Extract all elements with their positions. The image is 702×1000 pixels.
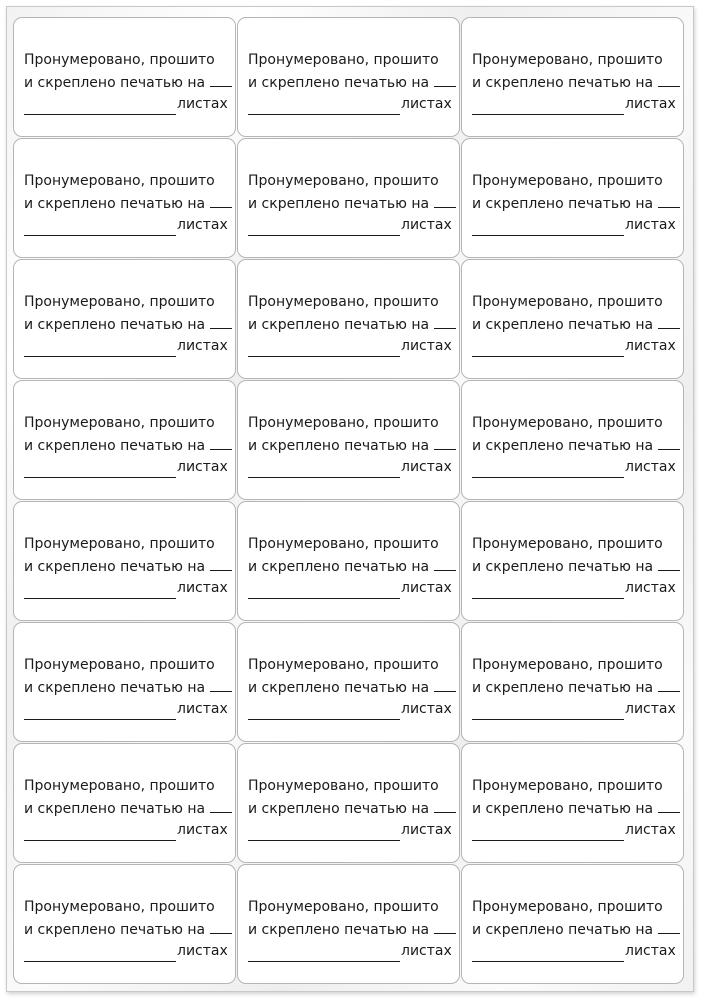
sticker-label: [461, 259, 684, 379]
page-count-blank: [434, 71, 456, 87]
label-text-line-2-text: и скреплено печатью на: [24, 196, 206, 212]
sticker-label: [461, 17, 684, 137]
page-count-blank: [210, 555, 232, 571]
label-text-line-3-text: листах: [401, 943, 452, 959]
page-count-blank: [434, 797, 456, 813]
label-text-line-3-text: листах: [625, 580, 676, 596]
page-count-blank: [434, 555, 456, 571]
label-text-line-1: Пронумеровано, прошито: [248, 536, 439, 552]
label-text-line-1: Пронумеровано, прошито: [248, 294, 439, 310]
label-text-line-2-text: и скреплено печатью на: [248, 196, 430, 212]
label-text-line-2: [248, 192, 459, 215]
label-text-line-3: [24, 94, 235, 115]
sticker-label: [461, 138, 684, 258]
label-text-line-3: [248, 94, 459, 115]
label-text-line-2-text: и скреплено печатью на: [472, 317, 654, 333]
label-text-line-3: [248, 578, 459, 599]
page-count-blank: [434, 313, 456, 329]
page-count-blank: [434, 192, 456, 208]
label-text-line-2: [248, 555, 459, 578]
label-text-line-3-text: листах: [401, 580, 452, 596]
label-text-line-3: [24, 578, 235, 599]
page-count-blank: [210, 192, 232, 208]
label-text-line-2: [472, 192, 683, 215]
label-text-line-2-text: и скреплено печатью на: [248, 438, 430, 454]
label-text-line-3-text: листах: [177, 943, 228, 959]
label-text-line-2-text: и скреплено печатью на: [248, 801, 430, 817]
label-text-line-2: [472, 555, 683, 578]
label-text-line-3-text: листах: [625, 822, 676, 838]
label-text-line-3: [472, 699, 683, 720]
sticker-label: [237, 743, 460, 863]
label-text-line-2-text: и скреплено печатью на: [24, 317, 206, 333]
sticker-label: [13, 743, 236, 863]
sheet-count-blank: [248, 339, 400, 357]
label-text-line-1: Пронумеровано, прошито: [24, 778, 215, 794]
label-text-line-3-text: листах: [177, 96, 228, 112]
label-text-line-1: Пронумеровано, прошито: [248, 415, 439, 431]
sticker-label: [237, 380, 460, 500]
label-text-line-1: Пронумеровано, прошито: [24, 294, 215, 310]
label-text-line-3: [24, 941, 235, 962]
sticker-label: [461, 622, 684, 742]
label-text-line-2-text: и скреплено печатью на: [24, 75, 206, 91]
label-text-line-1: Пронумеровано, прошито: [472, 778, 663, 794]
label-text-line-3-text: листах: [625, 459, 676, 475]
label-grid: [13, 17, 684, 984]
label-text-line-1: Пронумеровано, прошито: [472, 415, 663, 431]
sheet-count-blank: [24, 581, 176, 599]
sticker-label: [13, 380, 236, 500]
label-text-line-2: [24, 434, 235, 457]
label-text-line-3-text: листах: [177, 338, 228, 354]
page-count-blank: [210, 71, 232, 87]
page-count-blank: [658, 71, 680, 87]
label-text-line-2-text: и скреплено печатью на: [248, 680, 430, 696]
label-sheet: [6, 6, 694, 992]
sticker-label: [237, 138, 460, 258]
sheet-count-blank: [248, 702, 400, 720]
label-text-line-3: [472, 941, 683, 962]
label-text-line-2-text: и скреплено печатью на: [472, 559, 654, 575]
label-text-line-2-text: и скреплено печатью на: [248, 922, 430, 938]
label-text-line-1: Пронумеровано, прошито: [472, 657, 663, 673]
label-text-line-2-text: и скреплено печатью на: [472, 75, 654, 91]
page-count-blank: [210, 313, 232, 329]
sheet-count-blank: [248, 944, 400, 962]
label-text-line-2-text: и скреплено печатью на: [24, 680, 206, 696]
label-text-line-2-text: и скреплено печатью на: [472, 801, 654, 817]
label-text-line-2: [24, 676, 235, 699]
label-text-line-2: [248, 918, 459, 941]
label-text-line-2: [472, 313, 683, 336]
sticker-label: [461, 864, 684, 984]
page-count-blank: [434, 918, 456, 934]
sheet-count-blank: [472, 460, 624, 478]
sticker-label: [461, 501, 684, 621]
page-count-blank: [210, 918, 232, 934]
label-text-line-3: [248, 941, 459, 962]
sticker-label: [237, 259, 460, 379]
label-text-line-2: [472, 71, 683, 94]
label-text-line-2: [472, 797, 683, 820]
label-text-line-3-text: листах: [177, 580, 228, 596]
sheet-count-blank: [472, 581, 624, 599]
label-text-line-3-text: листах: [401, 701, 452, 717]
page-count-blank: [210, 434, 232, 450]
page-count-blank: [658, 192, 680, 208]
sticker-label: [237, 622, 460, 742]
sheet-count-blank: [472, 702, 624, 720]
page-count-blank: [658, 797, 680, 813]
label-text-line-3: [248, 215, 459, 236]
label-text-line-1: Пронумеровано, прошито: [472, 536, 663, 552]
label-text-line-2-text: и скреплено печатью на: [248, 75, 430, 91]
sheet-count-blank: [24, 218, 176, 236]
sheet-count-blank: [24, 460, 176, 478]
sheet-count-blank: [472, 339, 624, 357]
page-count-blank: [434, 676, 456, 692]
label-text-line-3: [472, 457, 683, 478]
label-text-line-1: Пронумеровано, прошито: [472, 899, 663, 915]
page-count-blank: [658, 313, 680, 329]
sheet-count-blank: [248, 581, 400, 599]
label-text-line-1: Пронумеровано, прошито: [248, 173, 439, 189]
label-text-line-3-text: листах: [401, 459, 452, 475]
label-text-line-3: [24, 457, 235, 478]
label-text-line-2: [24, 555, 235, 578]
label-text-line-2: [248, 434, 459, 457]
label-text-line-1: Пронумеровано, прошито: [24, 899, 215, 915]
label-text-line-3: [472, 820, 683, 841]
sticker-label: [13, 259, 236, 379]
label-text-line-2: [472, 918, 683, 941]
sticker-label: [13, 622, 236, 742]
sheet-count-blank: [248, 823, 400, 841]
label-text-line-3: [248, 699, 459, 720]
label-text-line-2: [472, 434, 683, 457]
label-text-line-3-text: листах: [625, 701, 676, 717]
label-text-line-2-text: и скреплено печатью на: [472, 438, 654, 454]
sheet-count-blank: [24, 823, 176, 841]
label-text-line-1: Пронумеровано, прошито: [472, 294, 663, 310]
label-text-line-2-text: и скреплено печатью на: [24, 559, 206, 575]
sticker-label: [461, 380, 684, 500]
label-text-line-3-text: листах: [401, 96, 452, 112]
label-text-line-1: Пронумеровано, прошито: [472, 52, 663, 68]
page-count-blank: [434, 434, 456, 450]
sticker-label: [237, 501, 460, 621]
label-text-line-2: [472, 676, 683, 699]
sheet-count-blank: [248, 460, 400, 478]
sheet-count-blank: [248, 97, 400, 115]
label-text-line-2-text: и скреплено печатью на: [24, 801, 206, 817]
label-text-line-3: [472, 578, 683, 599]
page-count-blank: [658, 918, 680, 934]
sheet-count-blank: [24, 339, 176, 357]
label-text-line-3: [472, 94, 683, 115]
sheet-count-blank: [472, 218, 624, 236]
sheet-count-blank: [472, 97, 624, 115]
label-text-line-3: [24, 820, 235, 841]
label-text-line-3-text: листах: [401, 822, 452, 838]
label-text-line-1: Пронумеровано, прошито: [24, 657, 215, 673]
label-text-line-2-text: и скреплено печатью на: [24, 438, 206, 454]
label-text-line-3-text: листах: [177, 701, 228, 717]
label-text-line-2: [248, 797, 459, 820]
sheet-count-blank: [24, 97, 176, 115]
sheet-count-blank: [248, 218, 400, 236]
sticker-label: [13, 501, 236, 621]
label-text-line-1: Пронумеровано, прошито: [248, 657, 439, 673]
label-text-line-3-text: листах: [177, 217, 228, 233]
sheet-count-blank: [472, 944, 624, 962]
label-text-line-2: [24, 797, 235, 820]
label-text-line-3: [248, 457, 459, 478]
page-count-blank: [658, 676, 680, 692]
label-text-line-2: [24, 71, 235, 94]
page-count-blank: [658, 434, 680, 450]
label-text-line-1: Пронумеровано, прошито: [24, 173, 215, 189]
label-text-line-2: [24, 192, 235, 215]
label-text-line-2-text: и скреплено печатью на: [472, 196, 654, 212]
label-text-line-3: [24, 699, 235, 720]
label-text-line-2: [248, 676, 459, 699]
label-text-line-3-text: листах: [625, 943, 676, 959]
label-text-line-2-text: и скреплено печатью на: [472, 680, 654, 696]
label-text-line-3-text: листах: [177, 459, 228, 475]
label-text-line-3-text: листах: [625, 96, 676, 112]
page-count-blank: [210, 676, 232, 692]
label-text-line-2: [24, 918, 235, 941]
label-text-line-1: Пронумеровано, прошито: [248, 899, 439, 915]
label-text-line-2-text: и скреплено печатью на: [472, 922, 654, 938]
label-text-line-1: Пронумеровано, прошито: [248, 52, 439, 68]
label-text-line-2-text: и скреплено печатью на: [248, 317, 430, 333]
label-text-line-3-text: листах: [625, 338, 676, 354]
label-text-line-3-text: листах: [625, 217, 676, 233]
sheet-count-blank: [24, 702, 176, 720]
sheet-count-blank: [472, 823, 624, 841]
label-text-line-1: Пронумеровано, прошито: [24, 415, 215, 431]
label-text-line-2: [24, 313, 235, 336]
label-text-line-3-text: листах: [177, 822, 228, 838]
label-text-line-2-text: и скреплено печатью на: [24, 922, 206, 938]
label-text-line-1: Пронумеровано, прошито: [24, 52, 215, 68]
sticker-label: [13, 864, 236, 984]
sticker-label: [13, 138, 236, 258]
label-text-line-3: [248, 820, 459, 841]
label-text-line-3-text: листах: [401, 217, 452, 233]
label-text-line-2: [248, 313, 459, 336]
label-text-line-3-text: листах: [401, 338, 452, 354]
label-text-line-3: [24, 336, 235, 357]
label-text-line-1: Пронумеровано, прошито: [24, 536, 215, 552]
label-text-line-1: Пронумеровано, прошито: [248, 778, 439, 794]
sticker-label: [237, 864, 460, 984]
sticker-label: [13, 17, 236, 137]
page-count-blank: [210, 797, 232, 813]
label-text-line-3: [472, 215, 683, 236]
label-text-line-3: [24, 215, 235, 236]
label-text-line-2: [248, 71, 459, 94]
label-text-line-3: [248, 336, 459, 357]
sticker-label: [461, 743, 684, 863]
label-text-line-2-text: и скреплено печатью на: [248, 559, 430, 575]
sticker-label: [237, 17, 460, 137]
label-text-line-3: [472, 336, 683, 357]
sheet-count-blank: [24, 944, 176, 962]
page-count-blank: [658, 555, 680, 571]
label-text-line-1: Пронумеровано, прошито: [472, 173, 663, 189]
